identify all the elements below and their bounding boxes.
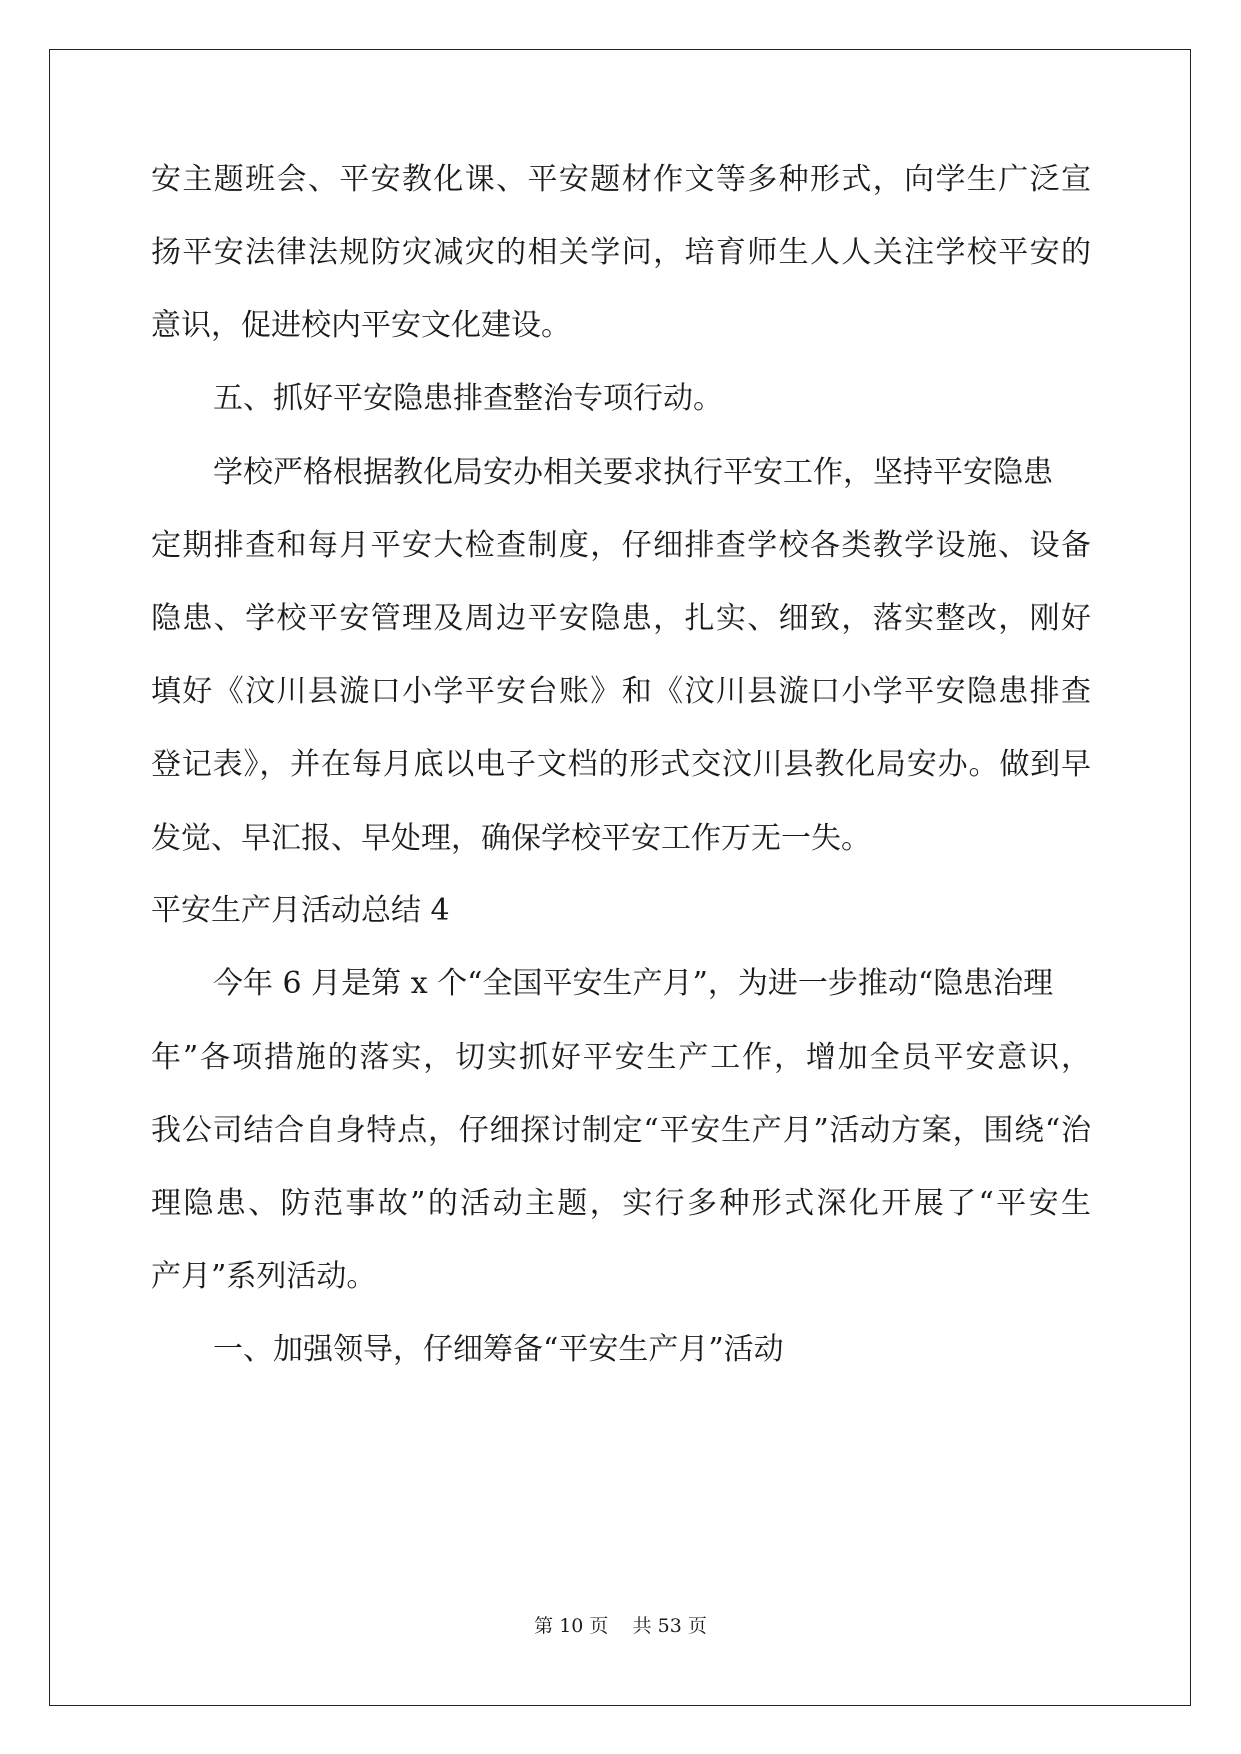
section-heading: 一、加强领导，仔细筹备“平安生产月”活动 [213,1332,784,1367]
text-line: 产月”系列活动。 [151,1259,377,1294]
text-line: 隐患、学校平安管理及周边平安隐患，扎实、细致，落实整改，刚好 [151,601,1091,636]
text-line: 安主题班会、平安教化课、平安题材作文等多种形式，向学生广泛宣 [151,162,1091,197]
article-title: 平安生产月活动总结 4 [151,893,450,928]
text-line: 理隐患、防范事故”的活动主题，实行多种形式深化开展了“平安生 [151,1186,1091,1221]
section-heading: 五、抓好平安隐患排查整治专项行动。 [213,381,723,416]
text-line: 我公司结合自身特点，仔细探讨制定“平安生产月”活动方案，围绕“治 [151,1113,1091,1148]
text-line: 今年 6 月是第 x 个“全国平安生产月”，为进一步推动“隐患治理 [213,966,1054,1001]
text-line: 年”各项措施的落实，切实抓好平安生产工作，增加全员平安意识， [151,1040,1091,1075]
text-line: 登记表》，并在每月底以电子文档的形式交汶川县教化局安办。做到早 [151,747,1091,782]
text-line: 定期排查和每月平安大检查制度，仔细排查学校各类教学设施、设备 [151,528,1091,563]
text-line: 填好《汶川县漩口小学平安台账》和《汶川县漩口小学平安隐患排查 [151,674,1091,709]
text-line: 扬平安法律法规防灾减灾的相关学问，培育师生人人关注学校平安的 [151,235,1091,270]
text-line: 发觉、早汇报、早处理，确保学校平安工作万无一失。 [151,821,871,856]
page-number: 第 10 页 共 53 页 [534,1615,707,1637]
page-border [49,49,1191,1706]
text-line: 学校严格根据教化局安办相关要求执行平安工作，坚持平安隐患 [213,455,1053,490]
text-line: 意识，促进校内平安文化建设。 [151,308,571,343]
